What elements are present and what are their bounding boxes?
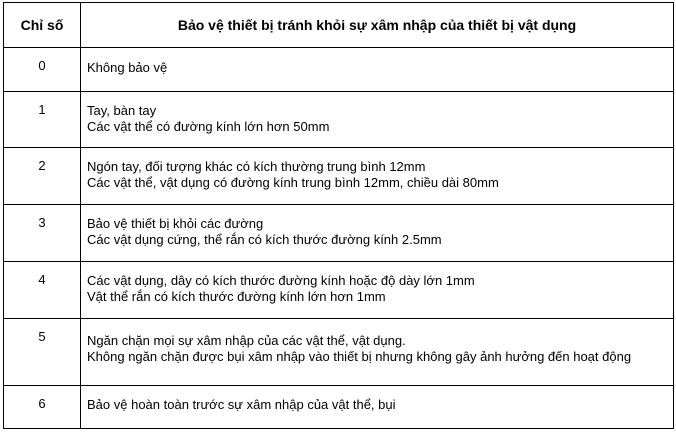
- table-row: [4, 319, 674, 386]
- row-index: 1: [4, 92, 81, 148]
- description-line: Các vật thể, vật dụng có đường kính trung bình 12mm, chiều dài 80mm: [87, 175, 499, 190]
- description-line: Ngăn chặn mọi sự xâm nhập của các vật thể, vật dụng.: [87, 333, 406, 348]
- table-row: [4, 386, 674, 429]
- header-index: Chỉ số: [4, 3, 81, 48]
- description-line: Tay, bàn tay: [87, 103, 157, 118]
- row-description: [81, 386, 674, 429]
- row-index: 6: [4, 386, 81, 429]
- protection-table: [3, 2, 674, 429]
- row-index: 5: [4, 319, 81, 386]
- row-description: [81, 92, 674, 148]
- description-line: Ngón tay, đối tượng khác có kích thường trung bình 12mm: [87, 159, 426, 174]
- description-line: Các vật thể có đường kính lớn hơn 50mm: [87, 119, 330, 134]
- table-row: [4, 92, 674, 148]
- table-row: [4, 262, 674, 319]
- row-index: 2: [4, 148, 81, 205]
- row-index: 0: [4, 48, 81, 92]
- row-description: [81, 205, 674, 262]
- description-line: Không bảo vệ: [87, 60, 168, 75]
- description-line: Bảo vệ thiết bị khỏi các đường: [87, 216, 264, 231]
- row-description: [81, 262, 674, 319]
- row-index: 3: [4, 205, 81, 262]
- description-line: Bảo vệ hoàn toàn trước sự xâm nhập của vật thể, bụi: [87, 397, 396, 412]
- table-row: [4, 48, 674, 92]
- table-row: [4, 148, 674, 205]
- description-line: Không ngăn chặn được bụi xâm nhập vào thiết bị nhưng không gây ảnh hưởng đến hoạt động: [87, 349, 632, 364]
- description-line: Các vật dụng cứng, thể rắn có kích thước đường kính 2.5mm: [87, 232, 442, 247]
- row-description: [81, 148, 674, 205]
- header-description: Bảo vệ thiết bị tránh khỏi sự xâm nhập của thiết bị vật dụng: [81, 3, 674, 48]
- table-header-row: [4, 3, 674, 48]
- description-line: Các vật dụng, dây có kích thước đường kính hoặc độ dày lớn 1mm: [87, 273, 475, 288]
- description-line: Vật thể rắn có kích thước đường kính lớn hơn 1mm: [87, 289, 386, 304]
- row-index: 4: [4, 262, 81, 319]
- row-description: [81, 319, 674, 386]
- row-description: [81, 48, 674, 92]
- table-row: [4, 205, 674, 262]
